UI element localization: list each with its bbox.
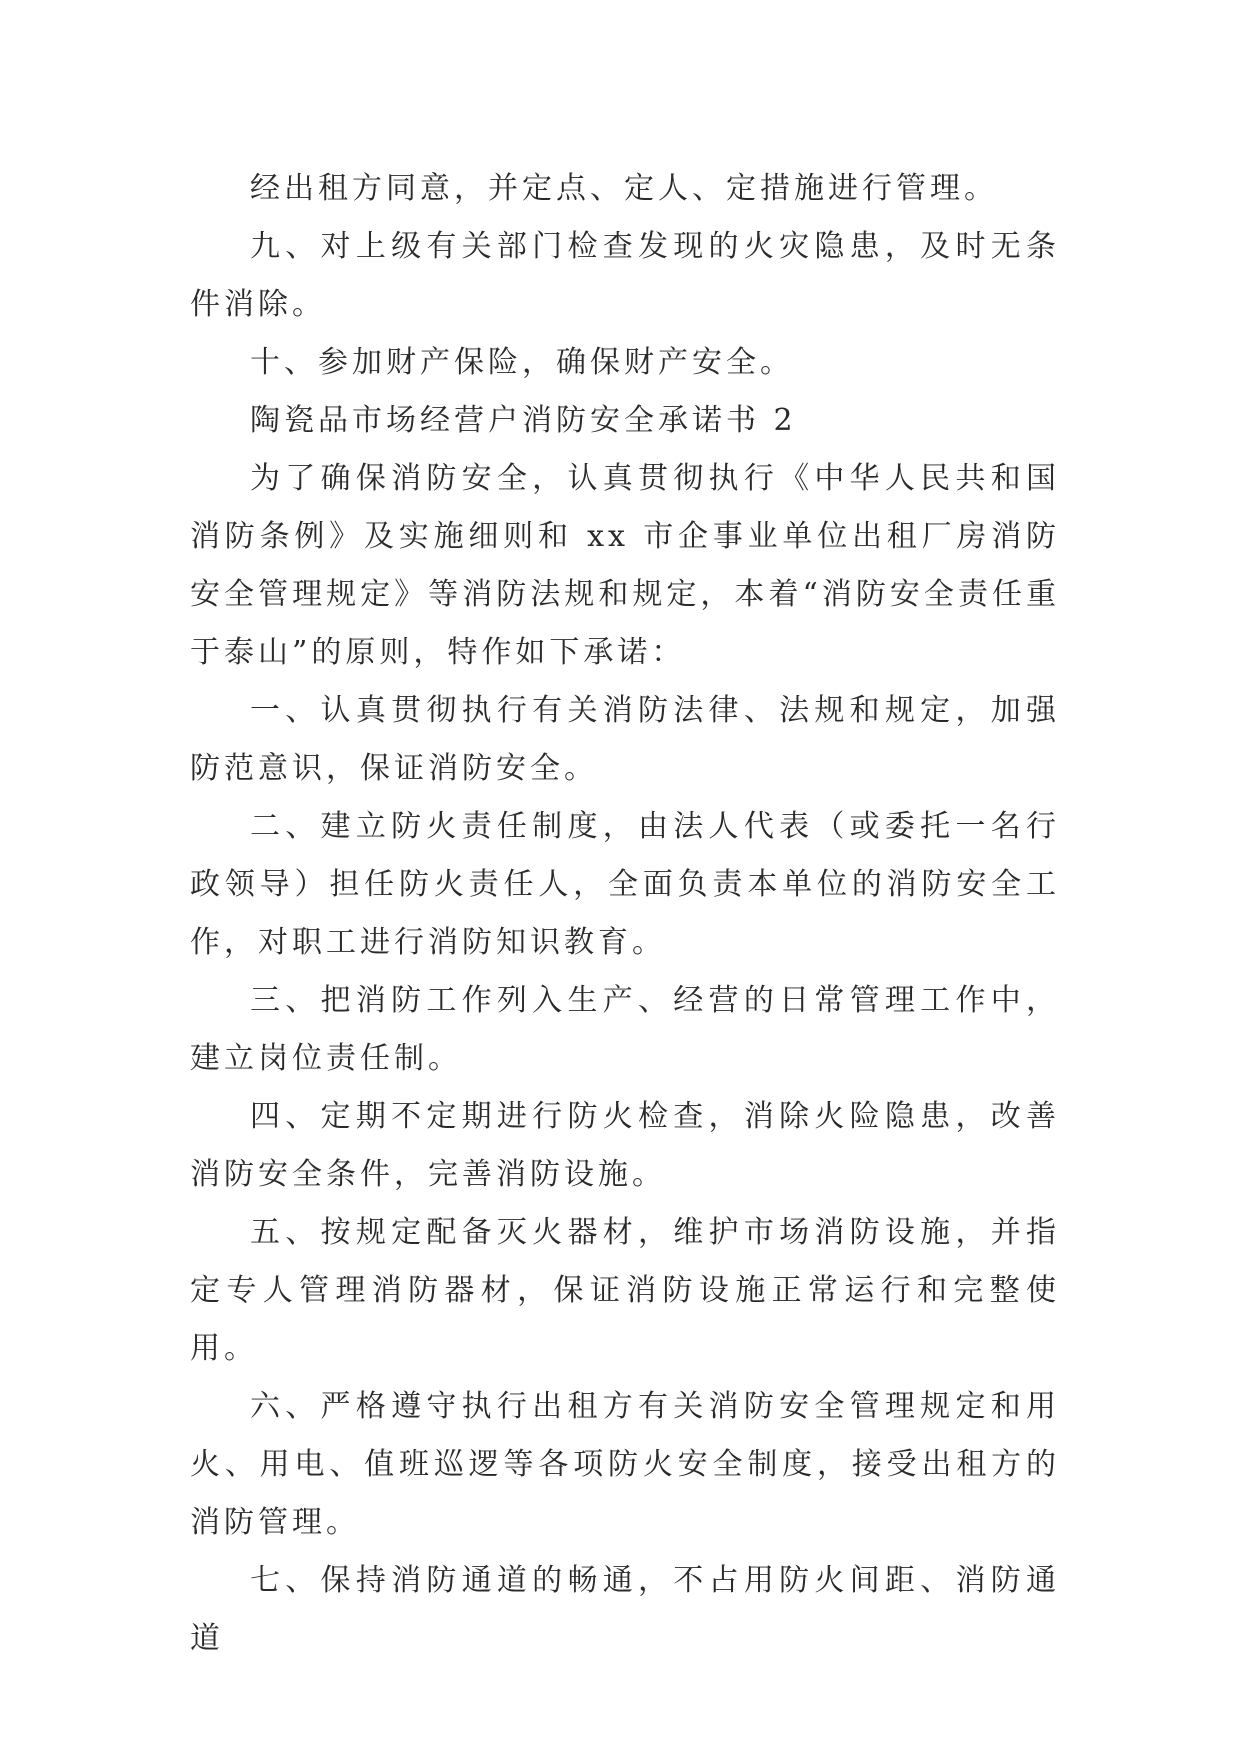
paragraph-item-9: 九、对上级有关部门检查发现的火灾隐患，及时无条件消除。 bbox=[190, 229, 1060, 322]
section-title: 陶瓷品市场经营户消防安全承诺书 2 bbox=[250, 403, 797, 438]
paragraph-item-2: 二、建立防火责任制度，由法人代表（或委托一名行政领导）担任防火责任人，全面负责本单位的消防安全工作，对职工进行消防知识教育。 bbox=[190, 809, 1060, 960]
paragraph-continuation: 经出租方同意，并定点、定人、定措施进行管理。 bbox=[250, 171, 998, 206]
paragraph-item-4: 四、定期不定期进行防火检查，消除火险隐患，改善消防安全条件，完善消防设施。 bbox=[190, 1099, 1060, 1192]
paragraph-intro: 为了确保消防安全，认真贯彻执行《中华人民共和国消防条例》及实施细则和 xx 市企事业单位出租厂房消防安全管理规定》等消防法规和规定，本着“消防安全责任重于泰山”的原则，特作如下承诺： bbox=[190, 461, 1060, 670]
paragraph-item-1: 一、认真贯彻执行有关消防法律、法规和规定，加强防范意识，保证消防安全。 bbox=[190, 693, 1060, 786]
paragraph-item-7: 七、保持消防通道的畅通，不占用防火间距、消防通道 bbox=[190, 1563, 1060, 1656]
paragraph-item-10: 十、参加财产保险，确保财产安全。 bbox=[250, 345, 794, 380]
paragraph-item-3: 三、把消防工作列入生产、经营的日常管理工作中，建立岗位责任制。 bbox=[190, 983, 1060, 1076]
paragraph-item-6: 六、严格遵守执行出租方有关消防安全管理规定和用火、用电、值班巡逻等各项防火安全制度，接受出租方的消防管理。 bbox=[190, 1389, 1060, 1540]
paragraph-item-5: 五、按规定配备灭火器材，维护市场消防设施，并指定专人管理消防器材，保证消防设施正常运行和完整使用。 bbox=[190, 1215, 1060, 1366]
document-body bbox=[190, 160, 1060, 1668]
